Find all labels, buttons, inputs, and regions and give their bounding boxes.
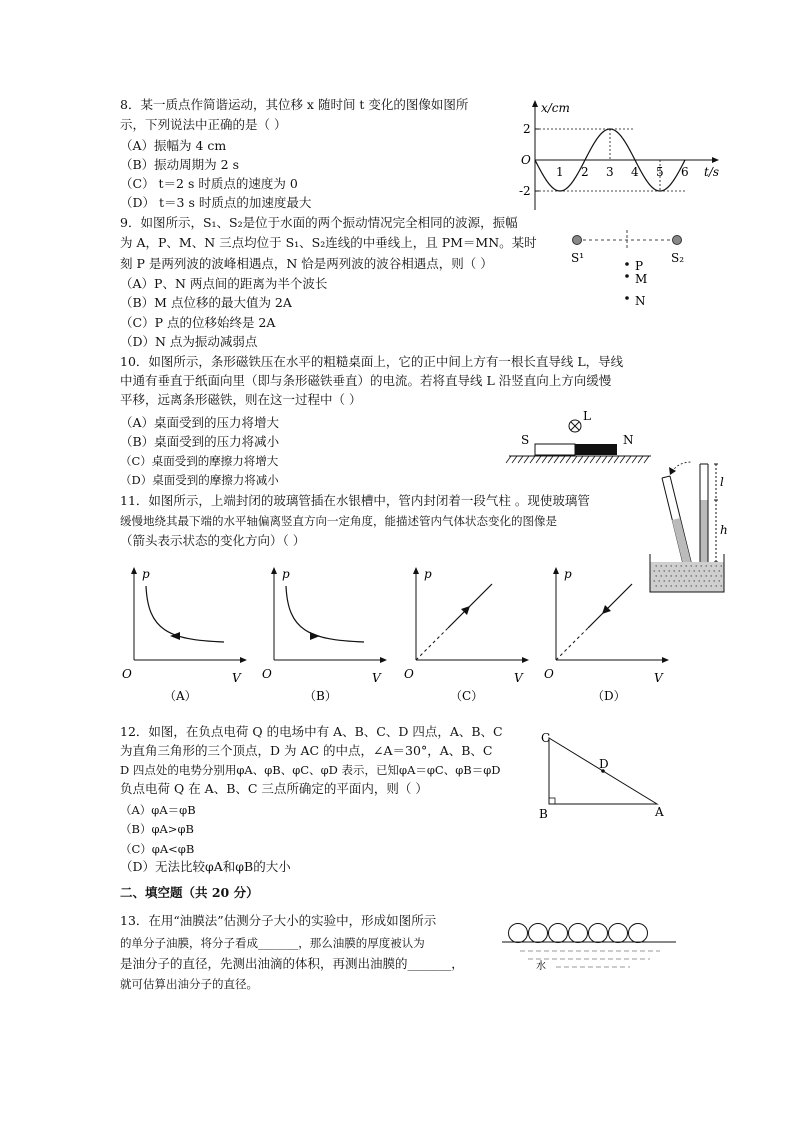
q11-a-curve [146,586,224,642]
q11-stem-line3: （箭头表示状态的变化方向）（ ） [120,533,306,548]
q11-a-label: （A） [164,689,197,703]
q12-label-a: A [655,805,664,819]
q8-option-b: （B）振动周期为 2 s [120,157,240,172]
q8-xtick-4: 4 [631,165,639,179]
q13-molecules [509,924,648,943]
q11-graph-c [400,560,540,703]
q10-magnet-s [535,444,575,455]
q12-stem-line2: 为直角三角形的三个顶点，D 为 AC 的中点，∠A＝30°，A、B、C [120,743,493,758]
q12-label-c: C [541,731,551,745]
q13-molecule [569,924,588,943]
q8-ytick-neg: -2 [519,184,531,198]
q13-molecule [549,924,568,943]
q10-label-l: L [583,409,591,423]
q8-ylabel: x/cm [541,101,570,115]
q8-x-arrow [712,157,719,163]
q9-source-s2 [673,236,682,245]
q9-label-s2: S₂ [671,251,685,265]
q13-molecule [589,924,608,943]
q13-molecule [609,924,628,943]
section2-title: 二、填空题（共 20 分） [120,885,259,900]
q9-source-s1 [573,236,582,245]
q11-stem-line2: 缓慢地绕其最下端的水平轴偏离竖直方向一定角度，能描述管内气体状态变化的图像是 [120,514,557,528]
q10-option-b: （B）桌面受到的压力将减小 [120,434,280,449]
q13-stem-line2: 的单分子油膜，将分子看成_______，那么油膜的厚度被认为 [120,936,425,950]
q11-c-label: （C） [450,689,484,703]
q11-graph-d [540,560,680,703]
q8-xtick-1: 1 [556,165,564,179]
q11-d-p: p [564,567,572,581]
q9-option-d: （D）N 点为振动减弱点 [120,334,258,349]
q11-c-o: O [404,667,414,681]
q10-table-hatch [506,456,649,463]
q10-magnet-figure [505,408,655,468]
q11-b-label: （B） [304,689,337,703]
q12-stem-line1: 12．如图，在负点电荷 Q 的电场中有 A、B、C、D 四点，A、B、C [120,724,503,739]
q12-triangle-figure [535,728,675,824]
q8-xlabel: t/s [704,165,720,179]
q11-c-v: V [514,671,523,685]
q8-xt-graph [515,98,725,216]
q8-option-a: （A）振幅为 4 cm [120,138,227,153]
q11-a-o: O [122,667,132,681]
q11-d-v: V [654,671,663,685]
q11-d-o: O [544,667,554,681]
q12-stem-line4: 负点电荷 Q 在 A、B、C 三点所确定的平面内，则（ ） [120,781,428,796]
q9-label-m: M [635,272,648,286]
q11-a-p: p [142,567,150,581]
q9-label-n: N [635,294,646,308]
q11-b-o: O [262,667,272,681]
q9-stem-line3: 刻 P 是两列波的波峰相遇点，N 恰是两列波的波谷相遇点，则（ ） [120,256,493,271]
q9-option-b: （B）M 点位移的最大值为 2A [120,295,292,310]
q12-option-c: （C）φA<φB [120,842,195,856]
q13-oil-film-figure [500,918,680,978]
q11-graph-a [118,560,258,703]
q8-stem-line1: 8．某一质点作简谐运动，其位移 x 随时间 t 变化的图像如图所 [120,97,469,112]
q11-label-h: h [720,523,728,537]
q10-magnet-n [575,444,617,455]
q10-option-c: （C）桌面受到的摩擦力将增大 [120,454,279,468]
q9-option-a: （A）P、N 两点间的距离为半个波长 [120,276,328,291]
q9-point-m [625,274,629,278]
q8-xtick-3: 3 [606,165,614,179]
q10-option-d: （D）桌面受到的摩擦力将减小 [120,473,279,487]
q11-b-curve [286,586,364,642]
q9-source-figure [565,228,695,312]
q13-molecule [509,924,528,943]
q9-point-p [625,262,629,266]
q13-stem-line1: 13．在用“油膜法”估测分子大小的实验中，形成如图所示 [120,913,437,928]
q12-label-b: B [539,807,548,821]
q8-option-c: （C） t＝2 s 时质点的速度为 0 [120,176,298,191]
q12-label-d: D [599,757,609,771]
q13-stem-line3: 是油分子的直径，先测出油滴的体积，再测出油膜的_______， [120,956,464,971]
q13-molecule [529,924,548,943]
q10-option-a: （A）桌面受到的压力将增大 [120,415,280,430]
q13-molecule [629,924,648,943]
q12-stem-line3: D 四点处的电势分别用φA、φB、φC、φD 表示，已知φA＝φC、φB＝φD [120,763,501,777]
q11-graph-b [258,560,398,703]
q8-option-d: （D） t＝3 s 时质点的加速度最大 [120,195,312,210]
q13-label-water: 水 [536,961,546,972]
q9-point-n [625,296,629,300]
q10-label-s: S [521,433,530,447]
q10-stem-line3: 平移，远离条形磁铁，则在这一过程中（ ） [120,392,362,407]
q11-label-l: l [720,475,724,489]
q11-stem-line1: 11．如图所示，上端封闭的玻璃管插在水银槽中，管内封闭着一段气柱 。现使玻璃管 [120,493,590,508]
q9-option-c: （C）P 点的位移始终是 2A [120,315,276,330]
q8-origin: O [521,153,531,167]
q8-ytick-pos: 2 [523,122,531,136]
q9-stem-line2: 为 A，P、M、N 三点均位于 S₁、S₂连线的中垂线上，且 PM＝MN。某时 [120,235,537,250]
q9-stem-line1: 9．如图所示，S₁、S₂是位于水面的两个振动情况完全相同的波源，振幅 [120,215,518,230]
q9-label-s1: S¹ [571,251,585,265]
q12-option-b: （B）φA>φB [120,822,194,836]
q10-label-n: N [623,433,634,447]
q13-stem-line4: 就可估算出油分子的直径。 [120,977,258,991]
q8-xtick-6: 6 [681,165,689,179]
q11-d-label: （D） [592,689,626,703]
q8-xtick-5: 5 [656,165,664,179]
q11-vertical-tube [700,464,708,576]
q9-label-p: P [635,259,644,273]
q11-d-line [588,584,632,628]
q11-a-v: V [232,671,241,685]
q10-stem-line1: 10．如图所示，条形磁铁压在水平的粗糙桌面上，它的正中间上方有一根长直导线 L，导线 [120,354,624,369]
q10-stem-line2: 中通有垂直于纸面向里（即与条形磁铁垂直）的电流。若将直导线 L 沿竖直向上方向缓慢 [120,373,612,388]
q11-c-p: p [424,567,432,581]
q8-stem-line2: 示，下列说法中正确的是（ ） [120,117,287,132]
q12-option-d: （D）无法比较φA和φB的大小 [120,859,291,874]
q11-b-p: p [282,567,290,581]
q11-b-v: V [372,671,381,685]
q11-b-arrow [310,632,320,640]
q8-y-arrow [532,100,538,107]
q12-option-a: （A）φA＝φB [120,803,196,817]
q8-xtick-2: 2 [581,165,589,179]
